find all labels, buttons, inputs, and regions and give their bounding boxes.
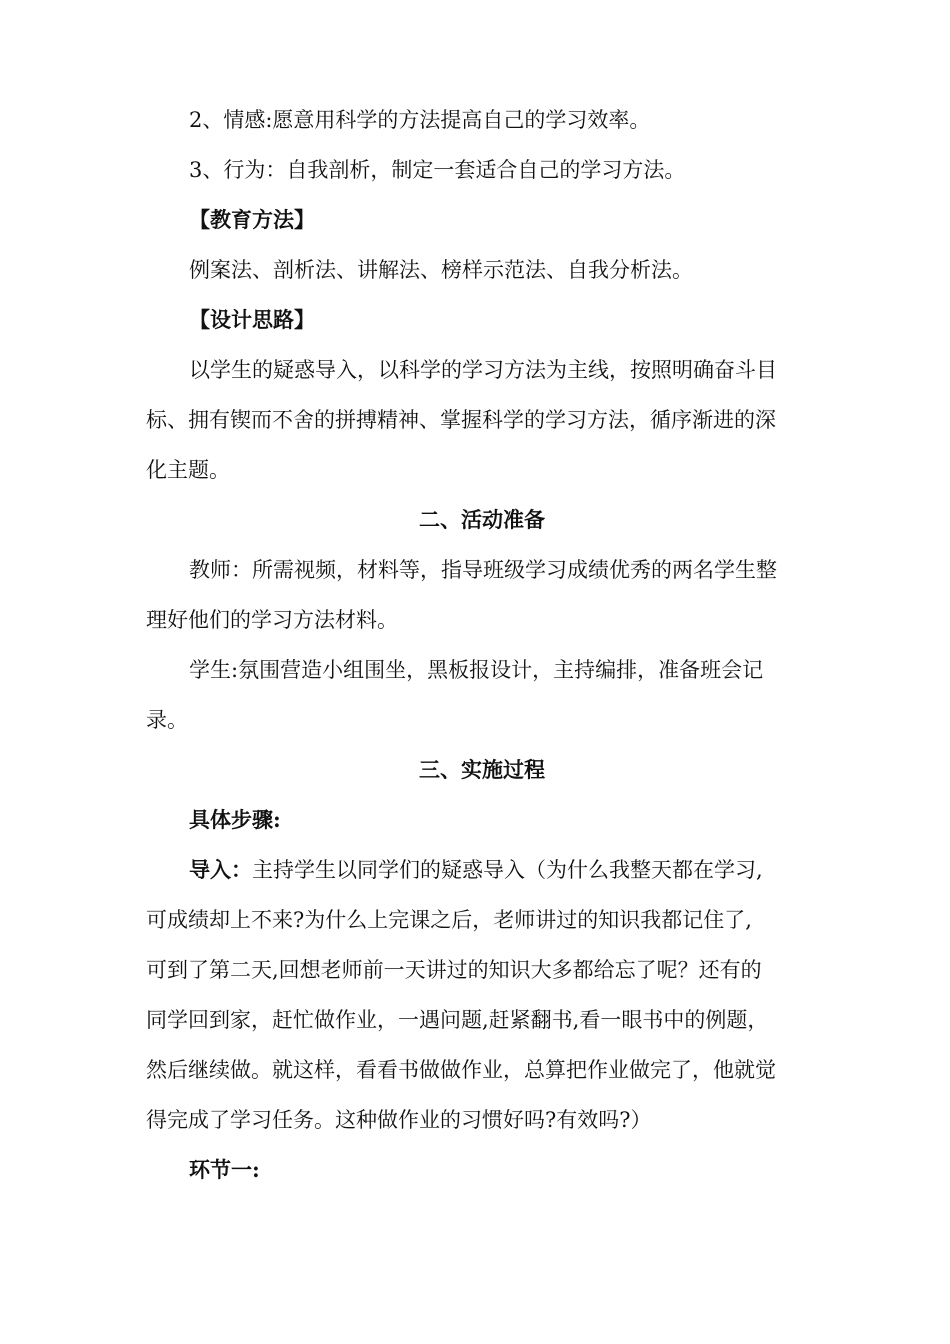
objective-behavior: 3、行为：自我剖析，制定一套适合自己的学习方法。 — [189, 158, 686, 182]
intro-first-text: 主持学生以同学们的疑惑导入（为什么我整天都在学习, — [252, 858, 763, 882]
objective-emotion: 2、情感:愿意用科学的方法提高自己的学习效率。 — [189, 108, 651, 132]
preparation-student-line-2: 录。 — [146, 708, 188, 732]
intro-line-6: 得完成了学习任务。这种做作业的习惯好吗?有效吗?） — [146, 1108, 652, 1132]
preparation-student-line-1: 学生:氛围营造小组围坐，黑板报设计，主持编排，准备班会记 — [189, 658, 764, 682]
design-line-2: 标、拥有锲而不舍的拼搏精神、掌握科学的学习方法，循序渐进的深 — [146, 408, 776, 432]
intro-line-2: 可成绩却上不来?为什么上完课之后，老师讲过的知识我都记住了, — [146, 908, 752, 932]
methods-heading: 【教育方法】 — [189, 207, 315, 232]
intro-line-4: 同学回到家，赶忙做作业，一遇问题,赶紧翻书,看一眼书中的例题， — [146, 1008, 769, 1032]
intro-line-1 — [189, 856, 818, 884]
design-line-3: 化主题。 — [146, 458, 230, 482]
preparation-teacher-line-2: 理好他们的学习方法材料。 — [146, 608, 398, 632]
section-one-label: 环节一: — [189, 1157, 260, 1182]
process-heading: 三、实施过程 — [419, 757, 545, 782]
steps-label: 具体步骤: — [189, 807, 281, 832]
methods-text: 例案法、剖析法、讲解法、榜样示范法、自我分析法。 — [189, 258, 693, 282]
intro-line-3: 可到了第二天,回想老师前一天讲过的知识大多都给忘了呢？还有的 — [146, 958, 762, 982]
design-heading: 【设计思路】 — [189, 307, 315, 332]
design-line-1: 以学生的疑惑导入，以科学的学习方法为主线，按照明确奋斗目 — [189, 358, 777, 382]
intro-label: 导入： — [189, 857, 252, 882]
preparation-heading: 二、活动准备 — [419, 507, 545, 532]
preparation-teacher-line-1: 教师：所需视频，材料等，指导班级学习成绩优秀的两名学生整 — [189, 558, 777, 582]
intro-line-5: 然后继续做。就这样，看看书做做作业，总算把作业做完了，他就觉 — [146, 1058, 776, 1082]
